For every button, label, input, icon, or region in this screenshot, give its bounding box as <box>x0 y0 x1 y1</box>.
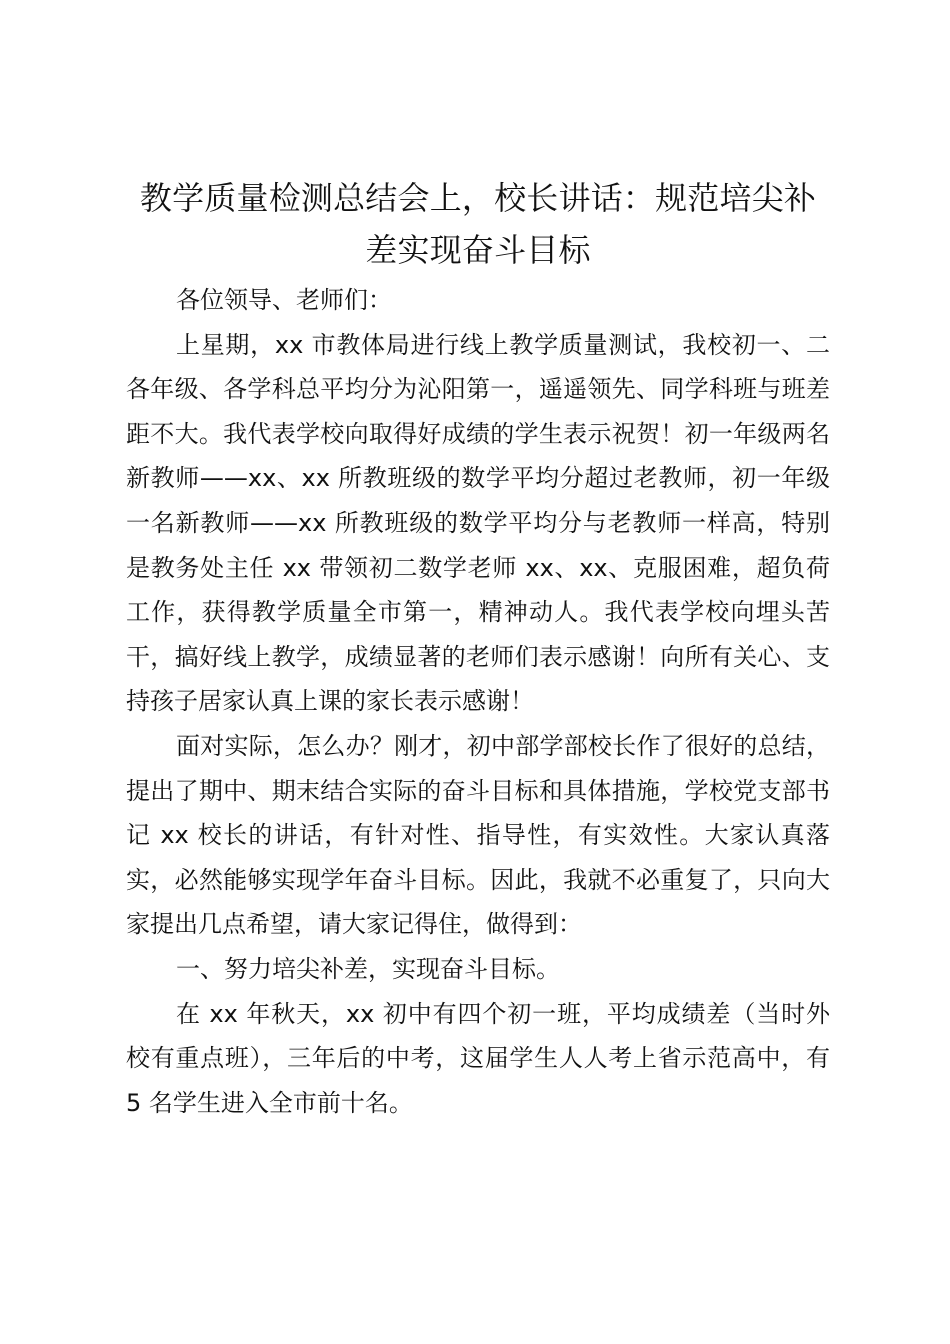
paragraph-1: 上星期，xx 市教体局进行线上教学质量测试，我校初一、二各年级、各学科总平均分为沁阳第一，遥遥领先、同学科班与班差距不大。我代表学校向取得好成绩的学生表示祝贺！初一年级两名新教师——xx、xx 所教班级的数学平均分超过老教师，初一年级一名新教师——xx 所教班级的数学平均分与老教师一样高，特别是教务处主任 xx 带领初二数学老师 xx、xx、克服困难，超负荷工作，获得教学质量全市第一，精神动人。我代表学校向埋头苦干，搞好线上教学，成绩显著的老师们表示感谢！向所有关心、支持孩子居家认真上课的家长表示感谢！ <box>126 330 830 716</box>
salutation: 各位领导、老师们： <box>176 286 392 314</box>
paragraph-3: 在 xx 年秋天，xx 初中有四个初一班，平均成绩差（当时外校有重点班），三年后的中考，这届学生人人考上省示范高中，有 5 名学生进入全市前十名。 <box>126 999 830 1117</box>
section-heading: 一、努力培尖补差，实现奋斗目标。 <box>176 954 560 983</box>
paragraph-2: 面对实际，怎么办？刚才，初中部学部校长作了很好的总结，提出了期中、期末结合实际的奋斗目标和具体措施，学校党支部书记 xx 校长的讲话，有针对性、指导性，有实效性。大家认真落实，必然能够实现学年奋斗目标。因此，我就不必重复了，只向大家提出几点希望，请大家记得住，做得到： <box>126 731 830 939</box>
document-body <box>126 172 830 1125</box>
document-title: 教学质量检测总结会上，校长讲话：规范培尖补差实现奋斗目标 <box>139 179 817 269</box>
